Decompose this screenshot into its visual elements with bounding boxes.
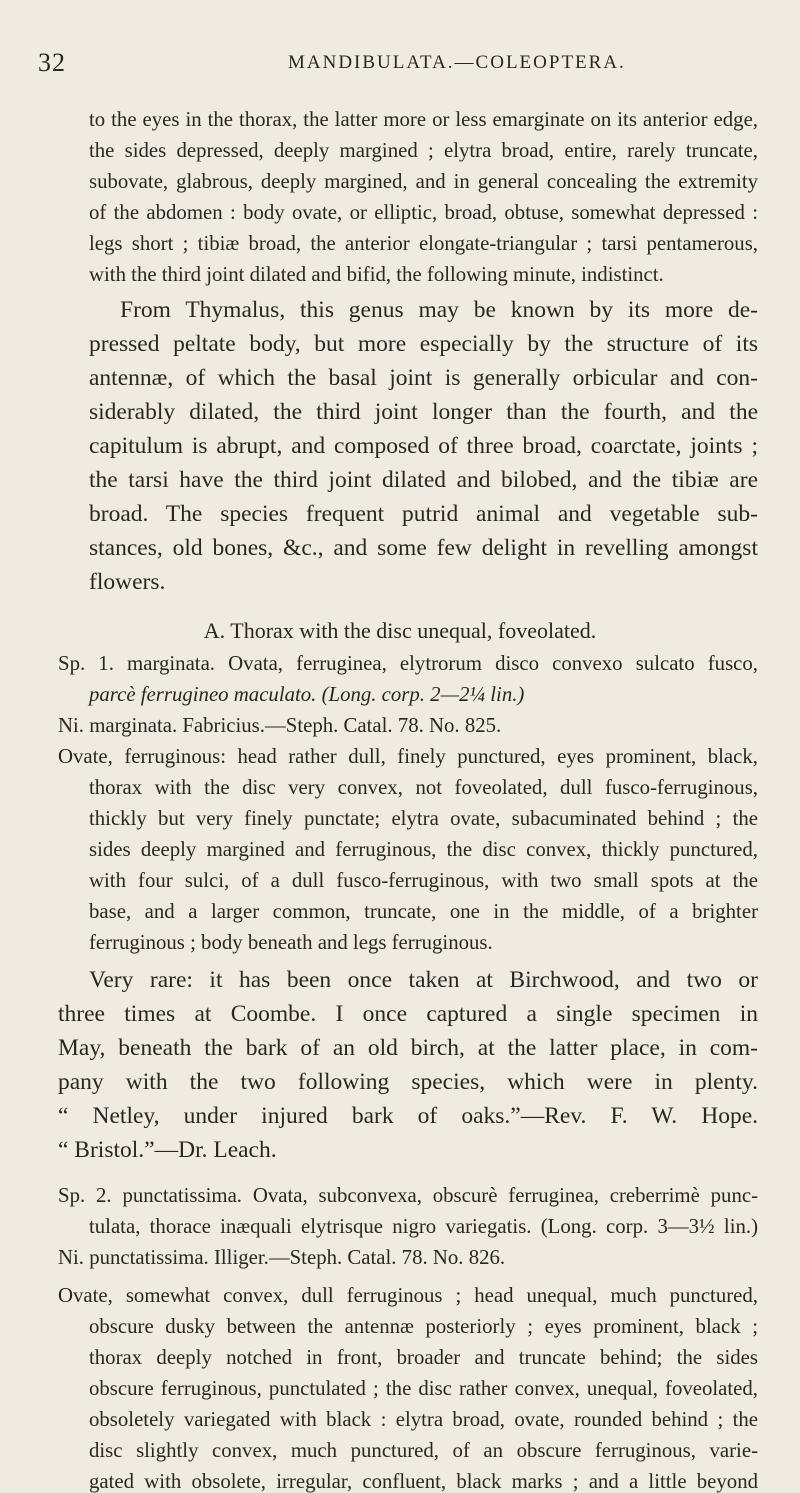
text-line: obscure ferruginous, punctulated ; the disc rather convex, unequal, foveolated, <box>89 1377 758 1400</box>
species-heading: Sp. 1. marginata. Ovata, ferruginea, elytrorum disco convexo sulcato fusco, <box>58 652 758 675</box>
section-heading: A. Thorax with the disc unequal, foveolated. <box>203 618 597 643</box>
page-number: 32 <box>38 48 66 77</box>
text-line: with the third joint dilated and bifid, the following minute, indistinct. <box>89 263 664 286</box>
text-line: subovate, glabrous, deeply margined, and in general concealing the extremity <box>89 170 758 193</box>
text-line: broad. The species frequent putrid animal and vegetable sub- <box>89 501 758 527</box>
text-line: the sides depressed, deeply margined ; elytra broad, entire, rarely truncate, <box>89 139 758 162</box>
text-line: antennæ, of which the basal joint is generally orbicular and con- <box>89 365 758 391</box>
text-line: with four sulci, of a dull fusco-ferruginous, with two small spots at the <box>89 869 758 892</box>
text-line: stances, old bones, &c., and some few delight in revelling amongst <box>89 535 758 561</box>
text-line: gated with obsolete, irregular, confluent, black marks ; and a little beyond <box>89 1470 758 1493</box>
text-line: obsoletely variegated with black : elytra broad, ovate, rounded behind ; the <box>89 1408 758 1431</box>
text-line: obscure dusky between the antennæ posteriorly ; eyes prominent, black ; <box>89 1315 758 1338</box>
text-line: sides deeply margined and ferruginous, the disc convex, thickly punctured, <box>89 838 758 861</box>
text-line: thickly but very finely punctate; elytra ovate, subacuminated behind ; the <box>89 807 758 830</box>
text-line: flowers. <box>89 569 166 595</box>
text-line: capitulum is abrupt, and composed of three broad, coarctate, joints ; <box>89 433 758 459</box>
synonym-line: Ni. punctatissima. Illiger.—Steph. Catal. 78. No. 826. <box>58 1246 506 1269</box>
text-line: From Thymalus, this genus may be known by its more de- <box>120 297 758 323</box>
text-line: pressed peltate body, but more especially by the structure of its <box>89 331 758 357</box>
synonym-line: Ni. marginata. Fabricius.—Steph. Catal. 78. No. 825. <box>58 714 502 737</box>
text-line: parcè ferrugineo maculato. (Long. corp. 2—2¼ lin.) <box>89 683 525 706</box>
text-line: thorax with the disc very convex, not foveolated, dull fusco-ferruginous, <box>89 776 758 799</box>
text-line: base, and a larger common, truncate, one in the middle, of a brighter <box>89 900 758 923</box>
text-line: pany with the two following species, which were in plenty. <box>58 1069 758 1095</box>
text-line: “ Bristol.”—Dr. Leach. <box>58 1137 277 1163</box>
text-line: Ovate, ferruginous: head rather dull, finely punctured, eyes prominent, black, <box>58 745 758 768</box>
text-line: disc slightly convex, much punctured, of an obscure ferruginous, varie- <box>89 1439 758 1462</box>
text-line: Very rare: it has been once taken at Birchwood, and two or <box>89 967 758 993</box>
text-line: ferruginous ; body beneath and legs ferruginous. <box>89 931 493 954</box>
text-line: the tarsi have the third joint dilated and bilobed, and the tibiæ are <box>89 467 758 493</box>
text-line: Ovate, somewhat convex, dull ferruginous ; head unequal, much punctured, <box>58 1284 758 1307</box>
text-line: to the eyes in the thorax, the latter more or less emarginate on its anterior edge, <box>89 108 758 131</box>
text-line: legs short ; tibiæ broad, the anterior elongate-triangular ; tarsi pentamerous, <box>89 232 758 255</box>
species-heading: Sp. 2. punctatissima. Ovata, subconvexa, obscurè ferruginea, creberrimè punc- <box>58 1184 758 1207</box>
text-line: tulata, thorace inæquali elytrisque nigro variegatis. (Long. corp. 3—3½ lin.) <box>89 1215 758 1238</box>
text-line: of the abdomen : body ovate, or elliptic, broad, obtuse, somewhat depressed : <box>89 201 758 224</box>
text-line: thorax deeply notched in front, broader and truncate behind; the sides <box>89 1346 758 1369</box>
text-line: May, beneath the bark of an old birch, at the latter place, in com- <box>58 1035 758 1061</box>
text-line: “ Netley, under injured bark of oaks.”—Rev. F. W. Hope. <box>58 1103 758 1129</box>
page-header <box>38 48 760 84</box>
text-line: siderably dilated, the third joint longer than the fourth, and the <box>89 399 758 425</box>
running-head: MANDIBULATA.—COLEOPTERA. <box>288 52 626 73</box>
text-line: three times at Coombe. I once captured a single specimen in <box>58 1001 758 1027</box>
